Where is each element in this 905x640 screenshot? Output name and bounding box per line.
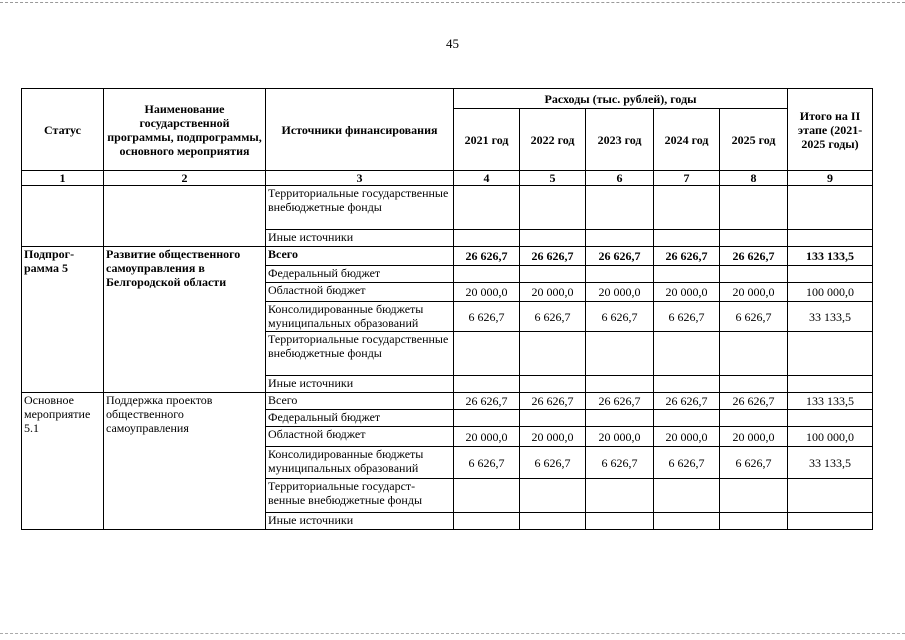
value-cell: 20 000,0 bbox=[454, 283, 520, 302]
value-cell: 6 626,7 bbox=[454, 447, 520, 479]
page-number: 45 bbox=[446, 36, 459, 51]
header-year-2025: 2025 год bbox=[720, 109, 788, 171]
source-cell: Территориальные государственные внебюджетные фонды bbox=[266, 186, 454, 230]
header-year-2021: 2021 год bbox=[454, 109, 520, 171]
header-name: Наименование государственной программы, подпрограммы, основного мероприятия bbox=[104, 89, 266, 171]
value-cell bbox=[454, 230, 520, 247]
header-sources: Источники финансирования bbox=[266, 89, 454, 171]
source-cell: Иные источники bbox=[266, 513, 454, 530]
value-cell bbox=[520, 186, 586, 230]
source-cell: Федеральный бюджет bbox=[266, 266, 454, 283]
col-number: 2 bbox=[104, 171, 266, 186]
total-cell bbox=[788, 410, 873, 427]
total-cell: 133 133,5 bbox=[788, 247, 873, 266]
scan-edge-top bbox=[0, 2, 905, 4]
value-cell bbox=[654, 266, 720, 283]
total-cell: 33 133,5 bbox=[788, 302, 873, 332]
value-cell: 26 626,7 bbox=[654, 247, 720, 266]
scan-edge-bottom bbox=[0, 633, 905, 635]
source-cell: Территориальные государственные внебюджетные фонды bbox=[266, 332, 454, 376]
value-cell bbox=[586, 410, 654, 427]
subprogram-status: Подпрог- рамма 5 bbox=[22, 247, 104, 393]
value-cell: 20 000,0 bbox=[586, 427, 654, 447]
table-row bbox=[22, 247, 873, 266]
value-cell bbox=[720, 266, 788, 283]
source-cell: Иные источники bbox=[266, 230, 454, 247]
value-cell bbox=[654, 479, 720, 513]
value-cell: 20 000,0 bbox=[520, 283, 586, 302]
source-cell: Федеральный бюджет bbox=[266, 410, 454, 427]
value-cell: 6 626,7 bbox=[520, 302, 586, 332]
value-cell bbox=[454, 266, 520, 283]
total-cell: 100 000,0 bbox=[788, 283, 873, 302]
value-cell bbox=[454, 410, 520, 427]
value-cell: 26 626,7 bbox=[454, 393, 520, 410]
header-year-2024: 2024 год bbox=[654, 109, 720, 171]
value-cell bbox=[454, 186, 520, 230]
value-cell bbox=[520, 376, 586, 393]
source-cell: Областной бюджет bbox=[266, 283, 454, 302]
col-number: 7 bbox=[654, 171, 720, 186]
value-cell: 20 000,0 bbox=[520, 427, 586, 447]
col-number: 3 bbox=[266, 171, 454, 186]
total-cell bbox=[788, 513, 873, 530]
value-cell bbox=[654, 230, 720, 247]
source-cell: Всего bbox=[266, 247, 454, 266]
value-cell: 26 626,7 bbox=[586, 247, 654, 266]
header-year-2023: 2023 год bbox=[586, 109, 654, 171]
header-status: Статус bbox=[22, 89, 104, 171]
value-cell bbox=[720, 230, 788, 247]
value-cell bbox=[520, 332, 586, 376]
value-cell: 20 000,0 bbox=[720, 283, 788, 302]
value-cell: 26 626,7 bbox=[720, 247, 788, 266]
value-cell bbox=[586, 513, 654, 530]
value-cell: 20 000,0 bbox=[720, 427, 788, 447]
value-cell: 20 000,0 bbox=[654, 283, 720, 302]
value-cell bbox=[654, 376, 720, 393]
value-cell bbox=[720, 332, 788, 376]
total-cell: 133 133,5 bbox=[788, 393, 873, 410]
value-cell: 26 626,7 bbox=[654, 393, 720, 410]
value-cell bbox=[586, 266, 654, 283]
value-cell bbox=[720, 376, 788, 393]
col-number: 1 bbox=[22, 171, 104, 186]
value-cell: 20 000,0 bbox=[586, 283, 654, 302]
source-cell: Иные источники bbox=[266, 376, 454, 393]
value-cell: 6 626,7 bbox=[586, 302, 654, 332]
value-cell bbox=[586, 479, 654, 513]
total-cell bbox=[788, 332, 873, 376]
value-cell bbox=[586, 230, 654, 247]
value-cell bbox=[720, 410, 788, 427]
col-number: 9 bbox=[788, 171, 873, 186]
source-cell: Консолидированные бюджеты муниципальных образований bbox=[266, 302, 454, 332]
value-cell: 6 626,7 bbox=[720, 447, 788, 479]
source-cell: Консолидированные бюджеты муниципальных образований bbox=[266, 447, 454, 479]
table-row bbox=[22, 393, 873, 410]
source-cell: Всего bbox=[266, 393, 454, 410]
value-cell: 6 626,7 bbox=[454, 302, 520, 332]
table-row bbox=[22, 186, 873, 230]
total-cell bbox=[788, 230, 873, 247]
value-cell: 26 626,7 bbox=[520, 393, 586, 410]
subprogram-name: Развитие общественного самоуправления в Белгородской области bbox=[104, 247, 266, 393]
header-year-2022: 2022 год bbox=[520, 109, 586, 171]
value-cell bbox=[454, 376, 520, 393]
value-cell: 26 626,7 bbox=[720, 393, 788, 410]
total-cell bbox=[788, 266, 873, 283]
value-cell bbox=[720, 479, 788, 513]
header-total: Итого на II этапе (2021-2025 годы) bbox=[788, 89, 873, 171]
col-number: 5 bbox=[520, 171, 586, 186]
status-cell bbox=[22, 186, 104, 247]
value-cell bbox=[454, 332, 520, 376]
value-cell bbox=[654, 410, 720, 427]
value-cell: 26 626,7 bbox=[586, 393, 654, 410]
value-cell bbox=[720, 513, 788, 530]
value-cell bbox=[520, 230, 586, 247]
total-cell: 100 000,0 bbox=[788, 427, 873, 447]
header-expenses: Расходы (тыс. рублей), годы bbox=[454, 89, 788, 109]
value-cell bbox=[586, 186, 654, 230]
value-cell: 6 626,7 bbox=[654, 302, 720, 332]
value-cell: 26 626,7 bbox=[454, 247, 520, 266]
total-cell bbox=[788, 186, 873, 230]
value-cell: 20 000,0 bbox=[654, 427, 720, 447]
source-cell: Областной бюджет bbox=[266, 427, 454, 447]
col-number: 4 bbox=[454, 171, 520, 186]
budget-table bbox=[21, 88, 873, 530]
value-cell: 6 626,7 bbox=[654, 447, 720, 479]
value-cell bbox=[586, 332, 654, 376]
col-number: 8 bbox=[720, 171, 788, 186]
value-cell bbox=[520, 513, 586, 530]
value-cell bbox=[520, 479, 586, 513]
value-cell bbox=[520, 410, 586, 427]
value-cell bbox=[720, 186, 788, 230]
col-number: 6 bbox=[586, 171, 654, 186]
total-cell: 33 133,5 bbox=[788, 447, 873, 479]
measure-status: Основное мероприятие 5.1 bbox=[22, 393, 104, 530]
value-cell bbox=[654, 332, 720, 376]
name-cell bbox=[104, 186, 266, 247]
measure-name: Поддержка проектов общественного самоуправления bbox=[104, 393, 266, 530]
total-cell bbox=[788, 479, 873, 513]
source-cell: Территориальные государст- венные внебюджетные фонды bbox=[266, 479, 454, 513]
value-cell bbox=[454, 479, 520, 513]
value-cell bbox=[654, 186, 720, 230]
value-cell: 6 626,7 bbox=[520, 447, 586, 479]
value-cell: 26 626,7 bbox=[520, 247, 586, 266]
value-cell: 6 626,7 bbox=[720, 302, 788, 332]
value-cell bbox=[654, 513, 720, 530]
value-cell bbox=[454, 513, 520, 530]
value-cell: 6 626,7 bbox=[586, 447, 654, 479]
value-cell bbox=[586, 376, 654, 393]
value-cell bbox=[520, 266, 586, 283]
value-cell: 20 000,0 bbox=[454, 427, 520, 447]
total-cell bbox=[788, 376, 873, 393]
